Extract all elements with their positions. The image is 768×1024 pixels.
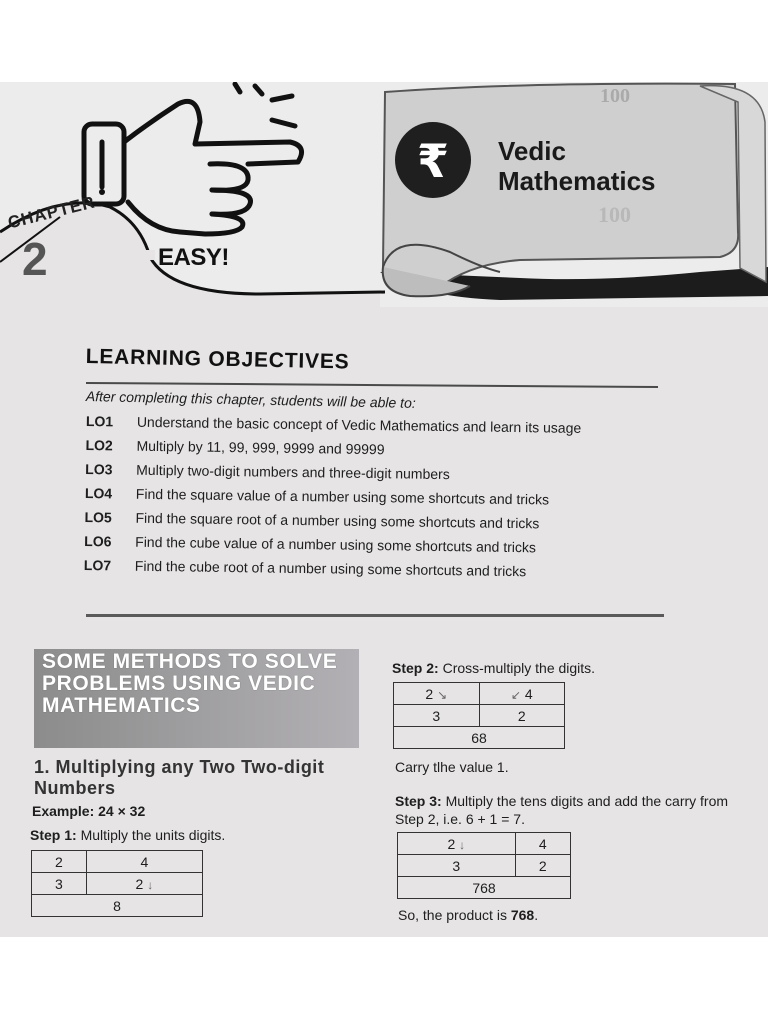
step2-line [392,660,595,676]
svg-text:₹: ₹ [416,134,450,188]
objective-item [84,557,664,582]
objective-code: LO2 [85,436,113,454]
objective-code: LO5 [84,508,112,526]
example-value: 24 × 32 [98,803,146,819]
conclusion-period: . [534,907,539,923]
carry-text: Carry tlhe value 1. [395,759,509,775]
step2-grid [393,682,565,749]
divider [86,614,664,617]
grid-cell: 2 [32,851,87,873]
cross-arrow-icon: ↙ [510,687,521,702]
subsection-heading: 1. Multiplying any Two Two-digit Numbers [34,757,325,798]
step1-grid [31,850,203,917]
objective-text: Find the square root of a number using some shortcuts and tricks [135,509,540,532]
objective-text: Multiply by 11, 99, 999, 9999 and 99999 [136,437,385,458]
objective-text: Multiply two-digit numbers and three-digit numbers [136,461,450,483]
objective-code: LO3 [85,460,113,478]
easy-text: EASY! [158,244,229,271]
section-title-box [34,649,359,748]
chapter-title-line1: Vedic [498,136,566,166]
objective-item [84,509,664,534]
step3-text: Multiply the tens digits and add the carry from Step 2, i.e. 6 + 1 = 7. [395,793,729,827]
example-line [32,803,145,819]
objective-text: Find the cube root of a number using some shortcuts and tricks [134,557,527,580]
grid-cell-value: 2 [135,875,144,892]
grid-cell: 3 [394,705,480,727]
objective-item [85,437,665,462]
grid-result: 768 [398,877,571,899]
step2-text: Cross-multiply the digits. [442,660,596,676]
grid-cell [398,833,516,855]
chapter-header-artwork [0,82,768,312]
section-title: SOME METHODS TO SOLVE PROBLEMS USING VEDIC MATHEMATICS [42,650,338,717]
chapter-title-line2: Mathematics [498,166,656,196]
objective-code: LO6 [84,532,112,550]
textbook-page [0,82,768,937]
objectives-list [84,413,666,589]
objectives-intro: After completing this chapter, students will be able to: [85,388,416,411]
grid-cell-value: 2 [447,835,456,852]
grid-cell: 3 [398,855,516,877]
down-arrow-icon: ↓ [459,837,466,852]
step2-label: Step 2: [392,660,439,676]
objective-item [85,485,665,510]
grid-cell [86,851,202,873]
grid-cell: 3 [32,873,87,895]
cross-arrow-icon: ↘ [437,687,448,702]
grid-cell [479,683,565,705]
objective-code: LO4 [84,484,113,502]
step3-grid [397,832,571,899]
objective-item [84,533,664,558]
step1-line [30,827,225,843]
grid-result: 8 [32,895,203,917]
grid-cell: 4 [515,833,570,855]
grid-cell [86,873,202,895]
step1-text: Multiply the units digits. [80,827,226,843]
objective-text: Find the cube value of a number using some shortcuts and tricks [135,533,537,556]
example-label: Example: [32,803,95,819]
grid-cell-value: 4 [140,853,149,870]
objective-code: LO7 [83,556,112,574]
down-arrow-icon: ↓ [147,877,154,892]
objective-text: Find the square value of a number using some shortcuts and tricks [135,485,550,508]
chapter-number: 2 [22,233,48,285]
svg-text:100: 100 [598,202,631,227]
step3-label: Step 3: [395,793,442,809]
svg-text:100: 100 [600,85,630,107]
conclusion-line [398,907,538,923]
grid-cell-value: 4 [524,685,533,702]
step3-line [395,792,740,828]
grid-cell: 2 [515,855,570,877]
objective-item [85,461,665,486]
divider [86,382,658,388]
objective-item [86,413,666,438]
grid-cell [394,683,480,705]
chapter-title [498,136,656,196]
step1-label: Step 1: [30,827,77,843]
objective-code: LO1 [85,413,114,430]
grid-result: 68 [394,727,565,749]
grid-cell-value: 2 [425,685,434,702]
conclusion-value: 768 [510,907,535,923]
chapter-label: CHAPTER [6,192,98,233]
grid-cell: 2 [479,705,565,727]
objective-text: Understand the basic concept of Vedic Mathematics and learn its usage [136,413,582,436]
conclusion-text: So, the product is [398,907,507,923]
learning-objectives-heading: LEARNING OBJECTIVES [85,345,350,374]
